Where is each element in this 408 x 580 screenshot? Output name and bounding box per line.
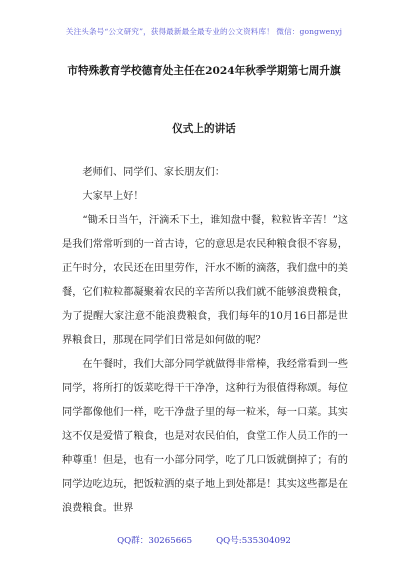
body-paragraph-hello: 大家早上好！	[82, 191, 144, 202]
body-paragraph-greeting: 老师们、同学们、家长朋友们：	[82, 167, 226, 178]
body-paragraph-lunch: 在午餐时，我们大部分同学就做得非常棒，我经常看到一些同学，将所打的饭菜吃得干干净净，这种行为很值得称颂。每位同学都像他们一样，吃干净盘子里的每一粒米，每一口菜。其实这不仅是爱惜了粮食，也是对农民伯伯，食堂工作人员工作的一种尊重！但是，也有一小部分同学，吃了几口饭就倒掉了；有的同学边吃边玩，把饭粒洒的桌子地上到处都是！其实这些都是在浪费粮食。世界	[62, 359, 348, 514]
document-subtitle: 仪式上的讲话	[172, 123, 236, 135]
header-promo-note: 关注头条号“公文研究”，获得最新最全最专业的公文资料库！ 微信：gongwenyj	[65, 27, 343, 36]
document-title: 市特殊教育学校德育处主任在2024年秋季学期第七周升旗	[67, 65, 341, 77]
document-body	[62, 161, 348, 521]
footer-contact	[0, 534, 408, 546]
footer-qq-number: QQ号:535304092	[216, 536, 291, 546]
body-paragraph-poem: “锄禾日当午，汗滴禾下土，谁知盘中餐，粒粒皆辛苦！”这是我们常常听到的一首古诗，它的意思是农民种粮食很不容易，正午时分，农民还在田里劳作，汗水不断的滴落，我们盘中的美餐，它们粒粒都凝聚着农民的辛苦所以我们就不能够浪费粮食，为了提醒大家注意不能浪费粮食，我们每年的10月16日都是世界粮食日，那现在同学们日常是如何做的呢？	[62, 215, 348, 346]
footer-qq-group: QQ群：30265665	[117, 536, 193, 546]
